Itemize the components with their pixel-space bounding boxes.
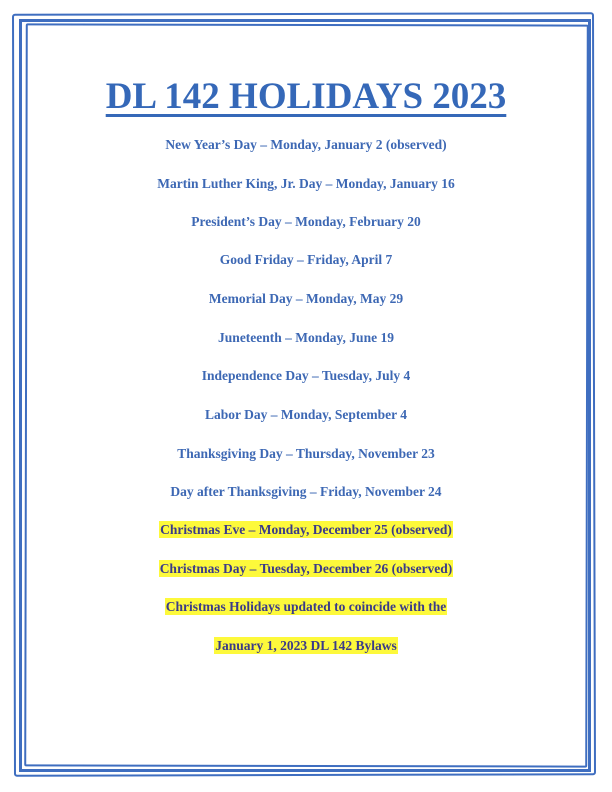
holiday-memorial-day: Memorial Day – Monday, May 29 <box>208 291 404 306</box>
holiday-thanksgiving-day: Thanksgiving Day – Thursday, November 23 <box>177 446 435 461</box>
note-christmas-update-line-1: Christmas Holidays updated to coincide with the <box>165 599 447 614</box>
holiday-new-years-day: New Year’s Day – Monday, January 2 (observed) <box>165 137 447 152</box>
holiday-independence-day: Independence Day – Tuesday, July 4 <box>201 368 411 383</box>
page-title: DL 142 HOLIDAYS 2023 <box>105 76 507 117</box>
holiday-mlk-day: Martin Luther King, Jr. Day – Monday, January 16 <box>157 176 455 191</box>
holiday-christmas-day: Christmas Day – Tuesday, December 26 (observed) <box>159 561 453 576</box>
holiday-christmas-eve: Christmas Eve – Monday, December 25 (observed) <box>160 522 452 537</box>
holiday-juneteenth: Juneteenth – Monday, June 19 <box>218 330 394 345</box>
note-christmas-update-line-2: January 1, 2023 DL 142 Bylaws <box>215 638 397 653</box>
holiday-presidents-day: President’s Day – Monday, February 20 <box>191 214 421 229</box>
holiday-good-friday: Good Friday – Friday, April 7 <box>219 252 393 267</box>
holiday-labor-day: Labor Day – Monday, September 4 <box>204 407 407 422</box>
holiday-day-after-thanksgiving: Day after Thanksgiving – Friday, November 24 <box>170 484 442 499</box>
